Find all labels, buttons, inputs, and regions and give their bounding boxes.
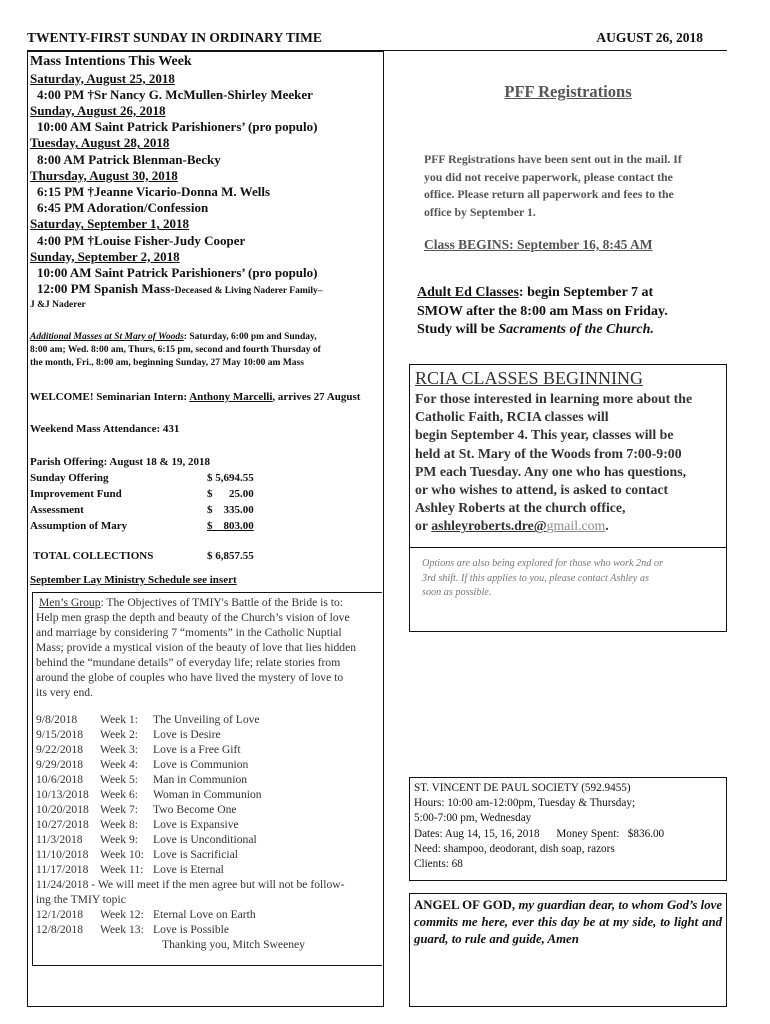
schedule-date: 11/17/2018 [36, 863, 89, 876]
schedule-week: Week 2: [100, 728, 139, 741]
schedule-week: Week 3: [100, 743, 139, 756]
total-value: $ 6,857.55 [207, 550, 254, 562]
schedule-week: Week 7: [100, 803, 139, 816]
additional-masses-text: 8:00 am; Wed. 8:00 am, Thurs, 6:15 pm, second and fourth Thursday of [30, 345, 321, 355]
mens-group-text: : The Objectives of TMIY's Battle of the Bride is to: [100, 596, 344, 609]
mens-group-text: around the globe of couples who have lived the mystery of love to [36, 671, 344, 684]
mens-group-text: its very end. [36, 686, 93, 699]
schedule-note: 11/24/2018 - We will meet if the men agree but will not be follow- [36, 878, 345, 891]
schedule-date: 9/8/2018 [36, 713, 78, 726]
mens-group-signature: Thanking you, Mitch Sweeney [162, 938, 305, 951]
schedule-row [36, 772, 378, 787]
schedule-row [36, 712, 378, 727]
schedule-date: 10/13/2018 [36, 788, 89, 801]
rcia-email-link[interactable]: ashleyroberts.dre@ [431, 518, 547, 534]
schedule-week: Week 1: [100, 713, 139, 726]
mass-item: 4:00 PM †Sr Nancy G. McMullen-Shirley Meeker [37, 86, 313, 102]
liturgical-day: TWENTY-FIRST SUNDAY IN ORDINARY TIME [27, 30, 322, 45]
rcia-text: begin September 4. This year, classes will be [415, 427, 674, 443]
svdp-title: ST. VINCENT DE PAUL SOCIETY (592.9455) [414, 782, 631, 794]
bulletin-header [27, 30, 727, 51]
schedule-topic: Love is Communion [153, 758, 249, 771]
prayer-text: my guardian dear, to whom God’s love commits me here, ever this day be at my side, to light and guard, to rule and guide, Amen [414, 898, 722, 946]
mass-day: Saturday, August 25, 2018 [30, 70, 175, 86]
schedule-week: Week 13: [100, 923, 144, 936]
offering-label: Improvement Fund [30, 488, 122, 500]
mens-group-box [32, 592, 382, 966]
mens-schedule [36, 712, 378, 952]
schedule-topic: Eternal Love on Earth [153, 908, 256, 921]
schedule-date: 10/6/2018 [36, 773, 84, 786]
offering-row [30, 486, 370, 502]
spanish-mass-intention: Deceased & Living Naderer Family– [174, 286, 323, 297]
offering-label: Sunday Offering [30, 472, 109, 484]
pff-text: office. Please return all paperwork and fees to the [424, 187, 674, 201]
rcia-text: or who wishes to attend, is asked to contact [415, 482, 669, 498]
offering-heading: Parish Offering: August 18 & 19, 2018 [30, 456, 210, 468]
mens-group-text: and marriage by considering 7 “moments” in the Catholic Nuptial [36, 626, 342, 639]
adult-ed [417, 284, 727, 340]
schedule-topic: Man in Communion [153, 773, 248, 786]
mass-day: Saturday, September 1, 2018 [30, 216, 190, 232]
offering-value: $ 25.00 [207, 488, 254, 500]
schedule-date: 12/8/2018 [36, 923, 84, 936]
rcia-text: Ashley Roberts at the church office, [415, 500, 626, 516]
svdp-text: 5:00-7:00 pm, Wednesday [414, 812, 532, 825]
angel-of-god-prayer [409, 893, 727, 1007]
schedule-row [36, 802, 378, 817]
prayer-heading: ANGEL OF GOD, [414, 898, 519, 912]
mass-day: Sunday, August 26, 2018 [30, 102, 166, 118]
schedule-date: 9/15/2018 [36, 728, 84, 741]
offering-row [30, 518, 370, 534]
rcia-body [415, 390, 727, 536]
rcia-note-text: soon as possible. [422, 587, 492, 598]
adult-ed-label: Adult Ed Classes [417, 285, 519, 300]
welcome-text: , arrives 27 August [272, 391, 361, 403]
schedule-topic: Love is a Free Gift [153, 743, 241, 756]
mass-item: 4:00 PM †Louise Fisher-Judy Cooper [37, 232, 246, 248]
schedule-week: Week 5: [100, 773, 139, 786]
adult-ed-text: SMOW after the 8:00 am Mass on Friday. [417, 303, 668, 319]
svdp-text: Clients: 68 [414, 858, 463, 871]
mens-group-text: Mass; provide a mystical vision of the beauty of love that lies hidden [36, 641, 357, 654]
offering-row [30, 470, 370, 486]
welcome-seminarian [30, 389, 360, 405]
schedule-topic: Love is Eternal [153, 863, 224, 876]
mass-day: Tuesday, August 28, 2018 [30, 135, 170, 151]
mass-day: Thursday, August 30, 2018 [30, 167, 178, 183]
schedule-row [36, 757, 378, 772]
offering-value: $ 803.00 [207, 520, 254, 532]
mass-item-spanish [30, 281, 382, 299]
schedule-note: ing the TMIY topic [36, 893, 126, 906]
rcia-text: For those interested in learning more about the [415, 391, 693, 406]
mass-item: 10:00 AM Saint Patrick Parishioners’ (pro populo) [37, 119, 318, 135]
rcia-note-text: Options are also being explored for those who work 2nd or [422, 558, 663, 569]
schedule-topic: Love is Possible [153, 923, 230, 936]
offering-row [30, 502, 370, 518]
schedule-row [36, 742, 378, 757]
offering-value: $ 5,694.55 [207, 472, 254, 484]
rcia-text: held at St. Mary of the Woods from 7:00-9:00 [415, 445, 682, 461]
additional-masses [30, 331, 382, 370]
schedule-week: Week 4: [100, 758, 139, 771]
schedule-week: Week 11: [100, 863, 144, 876]
schedule-row [36, 727, 378, 742]
additional-masses-text: the month, Fri., 8:00 am, beginning Sunday, 27 May 10:00 am Mass [30, 358, 304, 368]
schedule-topic: Two Become One [153, 803, 237, 816]
bulletin-date: AUGUST 26, 2018 [596, 30, 703, 45]
additional-masses-label: Additional Masses at St Mary of Woods [30, 332, 184, 342]
spanish-mass-intention-cont: J &J Naderer [30, 300, 86, 311]
schedule-topic: Woman in Communion [153, 788, 262, 801]
schedule-topic: The Unveiling of Love [153, 713, 260, 726]
schedule-topic: Love is Unconditional [153, 833, 257, 846]
rcia-email-domain[interactable]: gmail.com [546, 518, 606, 534]
mass-item: 6:45 PM Adoration/Confession [37, 200, 209, 216]
mass-intentions-title: Mass Intentions This Week [30, 54, 192, 69]
pff-class-begins: Class BEGINS: September 16, 8:45 AM [424, 237, 653, 252]
total-label: TOTAL COLLECTIONS [33, 550, 154, 562]
schedule-row [36, 817, 378, 832]
rcia-note-text: 3rd shift. If this applies to you, please contact Ashley as [422, 572, 649, 584]
schedule-row [36, 847, 378, 862]
schedule-date: 9/22/2018 [36, 743, 84, 756]
schedule-week: Week 12: [100, 908, 144, 921]
rcia-email-line [415, 517, 727, 535]
schedule-row [36, 787, 378, 802]
mass-item: 6:15 PM †Jeanne Vicario-Donna M. Wells [37, 183, 271, 199]
mass-intentions [30, 54, 382, 312]
offering-value: $ 335.00 [207, 504, 254, 516]
svdp-text: Hours: 10:00 am-12:00pm, Tuesday & Thursday; [414, 797, 636, 810]
pff-text: you did not receive paperwork, please contact the [424, 169, 673, 184]
mens-group-text: behind the “mundane details” of everyday life; relate stories from [36, 656, 341, 669]
parish-offering [30, 454, 370, 564]
spanish-mass-time: 12:00 PM Spanish Mass- [37, 281, 175, 297]
schedule-week: Week 8: [100, 818, 139, 831]
schedule-topic: Love is Desire [153, 728, 221, 741]
schedule-week: Week 9: [100, 833, 139, 846]
seminarian-name: Anthony Marcelli [189, 391, 273, 403]
rcia-text: or [415, 518, 432, 534]
schedule-row [36, 862, 378, 877]
pff-title: PFF Registrations [504, 82, 632, 101]
additional-masses-text: : Saturday, 6:00 pm and Sunday, [183, 332, 317, 342]
rcia-title: RCIA CLASSES BEGINNING [415, 368, 644, 388]
schedule-date: 10/27/2018 [36, 818, 89, 831]
schedule-row [36, 922, 378, 937]
mens-group-heading: Men’s Group [39, 596, 101, 609]
svdp-text: Need: shampoo, deodorant, dish soap, razors [414, 842, 615, 855]
rcia-note [422, 557, 722, 601]
schedule-date: 9/29/2018 [36, 758, 84, 771]
total-collections-row [30, 548, 370, 564]
rcia-text: PM each Tuesday. Any one who has questions, [415, 463, 687, 479]
mens-group-text: Help men grasp the depth and beauty of the Church’s vision of love [36, 611, 350, 624]
mass-item: 8:00 AM Patrick Blenman-Becky [37, 151, 221, 167]
pff-body [424, 151, 734, 221]
schedule-row [36, 907, 378, 922]
schedule-week: Week 10: [100, 848, 144, 861]
rcia-text: Catholic Faith, RCIA classes will [415, 409, 609, 425]
adult-ed-study-title: Sacraments of the Church. [498, 322, 654, 337]
schedule-date: 12/1/2018 [36, 908, 84, 921]
welcome-text: WELCOME! Seminarian Intern: [30, 391, 190, 403]
offering-label: Assessment [30, 504, 84, 516]
schedule-topic: Love is Expansive [153, 818, 239, 831]
mass-attendance: Weekend Mass Attendance: 431 [30, 423, 180, 435]
rcia-box [409, 364, 727, 632]
mass-item: 10:00 AM Saint Patrick Parishioners’ (pro populo) [37, 264, 318, 280]
schedule-date: 11/10/2018 [36, 848, 89, 861]
offering-label: Assumption of Mary [30, 520, 128, 532]
mass-day: Sunday, September 2, 2018 [30, 248, 180, 264]
svdp-box [409, 777, 727, 881]
adult-ed-text: : begin September 7 at [518, 285, 654, 300]
schedule-row [36, 832, 378, 847]
pff-text: PFF Registrations have been sent out in the mail. If [424, 152, 682, 166]
schedule-week: Week 6: [100, 788, 139, 801]
pff-text: office by September 1. [424, 204, 536, 219]
schedule-date: 10/20/2018 [36, 803, 89, 816]
rcia-text: . [605, 518, 609, 534]
schedule-date: 11/3/2018 [36, 833, 83, 846]
svdp-text: Dates: Aug 14, 15, 16, 2018 Money Spent: $836.00 [414, 827, 665, 840]
adult-ed-text: Study will be [417, 322, 499, 337]
lay-ministry-note: September Lay Ministry Schedule see insert [30, 574, 237, 586]
schedule-topic: Love is Sacrificial [153, 848, 238, 861]
